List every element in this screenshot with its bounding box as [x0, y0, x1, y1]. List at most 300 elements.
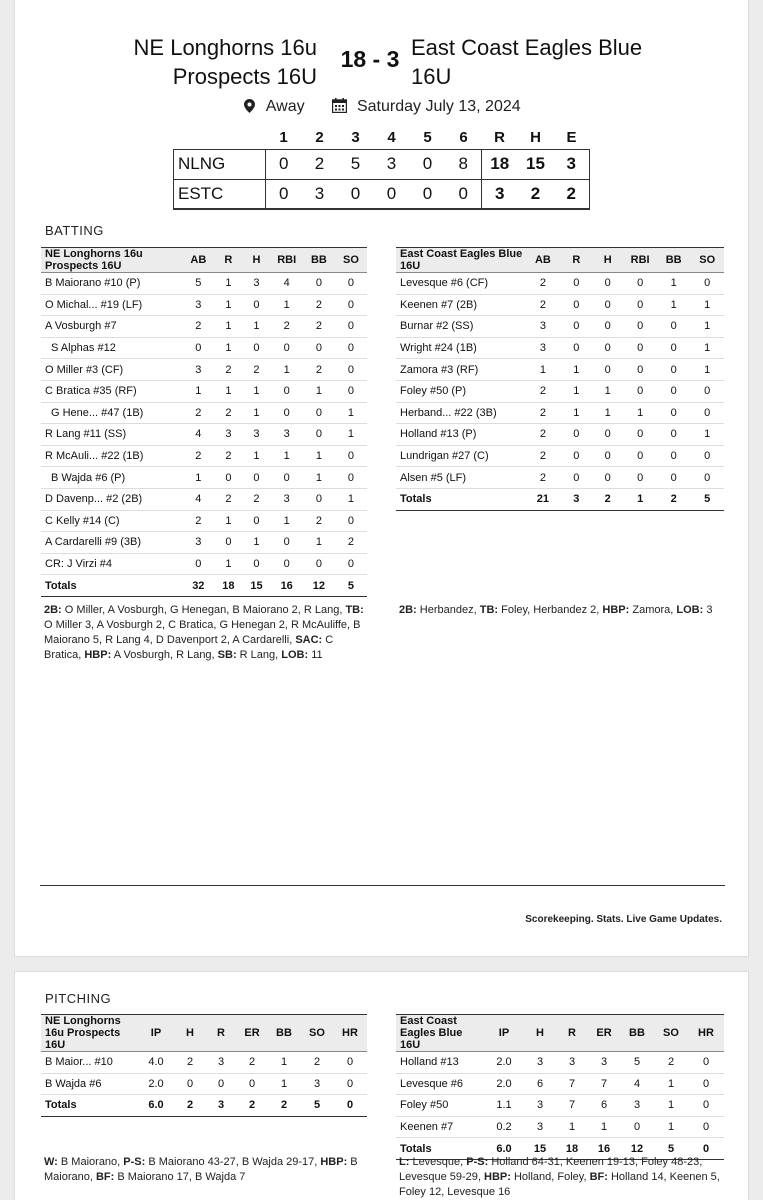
stat-cell: 1: [214, 337, 242, 359]
stats-header-row: [41, 248, 367, 273]
totals-cell: 2: [267, 1095, 301, 1117]
stat-cell: 4: [182, 424, 214, 446]
stat-cell: 0: [623, 359, 657, 381]
stat-header: ER: [237, 1015, 267, 1052]
stat-cell: 1: [561, 359, 592, 381]
stat-cell: 3: [182, 359, 214, 381]
player-name: Burnar #2 (SS): [396, 316, 525, 338]
player-row: [41, 273, 367, 295]
note-value: Foley, Herbandez 2,: [498, 604, 603, 616]
note-value: R Lang,: [236, 649, 282, 661]
linescore-inning-cell: 0: [458, 183, 468, 203]
linescore-inning-cell: 5: [350, 154, 361, 173]
totals-cell: 16: [588, 1138, 620, 1160]
note-key: HBP:: [84, 649, 112, 661]
team-name-header: East Coast Eagles Blue 16U: [396, 248, 525, 273]
stat-cell: 1: [654, 1073, 688, 1095]
totals-cell: 2: [592, 488, 623, 510]
stat-cell: 3: [271, 424, 303, 446]
note-key: SB:: [217, 649, 237, 661]
stat-cell: 0: [335, 380, 367, 402]
totals-cell: 2: [175, 1095, 205, 1117]
note-value: Holland, Foley,: [510, 1171, 590, 1183]
stat-cell: 0: [182, 337, 214, 359]
stat-cell: 0: [335, 467, 367, 489]
linescore-header-6: 6: [459, 129, 468, 147]
note-value: B Maiorano 43-27, B Wajda 29-17,: [145, 1156, 321, 1168]
note-value: Herbandez,: [416, 604, 480, 616]
stat-header: SO: [301, 1015, 333, 1052]
away-batting-notes: [399, 603, 721, 618]
linescore-inning-cell: 0: [422, 183, 433, 203]
player-row: [396, 1095, 724, 1117]
pitching-section-title: PITCHING: [45, 991, 112, 1006]
stat-cell: 2: [242, 488, 270, 510]
stat-cell: 3: [301, 1073, 333, 1095]
totals-cell: 12: [303, 575, 335, 597]
linescore-header-h: H: [530, 129, 541, 147]
stat-cell: 2: [182, 402, 214, 424]
totals-cell: 5: [301, 1095, 333, 1117]
stat-cell: 0: [657, 316, 691, 338]
stat-cell: 0: [335, 294, 367, 316]
note-key: P-S:: [123, 1156, 146, 1168]
stat-cell: 2: [654, 1052, 688, 1074]
stat-cell: 0: [657, 424, 691, 446]
stat-header: AB: [525, 248, 560, 273]
player-row: [396, 380, 724, 402]
player-row: [396, 402, 724, 424]
stat-cell: 2: [242, 359, 270, 381]
stat-header: BB: [303, 248, 335, 273]
stat-cell: 0: [561, 316, 592, 338]
stat-cell: 0.2: [484, 1116, 524, 1138]
home-batting-notes: [44, 603, 366, 663]
linescore-row: [174, 149, 590, 179]
player-row: [396, 467, 724, 489]
player-name: Holland #13 (P): [396, 424, 525, 446]
note-key: BF:: [589, 1171, 608, 1183]
stat-cell: 2: [525, 402, 560, 424]
stat-cell: 1: [335, 402, 367, 424]
stat-cell: 1: [267, 1052, 301, 1074]
linescore-e-cell: 2: [554, 179, 590, 209]
stat-cell: 2: [303, 316, 335, 338]
stat-cell: 1: [271, 294, 303, 316]
totals-label: Totals: [396, 488, 525, 510]
stat-cell: 0: [623, 273, 657, 295]
stat-header: R: [214, 248, 242, 273]
totals-cell: 6.0: [484, 1138, 524, 1160]
player-row: [396, 316, 724, 338]
stat-cell: 5: [182, 273, 214, 295]
stat-cell: 3: [182, 294, 214, 316]
stat-cell: 0: [561, 294, 592, 316]
stat-header: BB: [620, 1015, 654, 1052]
stat-cell: 0: [657, 445, 691, 467]
stat-cell: 0: [561, 445, 592, 467]
note-key: P-S:: [466, 1156, 489, 1168]
stat-cell: 0: [623, 445, 657, 467]
stat-cell: 1: [303, 532, 335, 554]
stat-cell: 0: [242, 510, 270, 532]
totals-cell: 15: [242, 575, 270, 597]
note-value: C Bratica,: [44, 634, 334, 661]
stat-cell: 1: [690, 294, 724, 316]
player-name: A Vosburgh #7: [41, 316, 182, 338]
stat-cell: 3: [588, 1052, 620, 1074]
player-row: [396, 424, 724, 446]
note-value: O Miller, A Vosburgh, G Henegan, B Maiorano 2, R Lang,: [61, 604, 346, 616]
stat-cell: 0: [303, 402, 335, 424]
stat-cell: 0: [688, 1095, 724, 1117]
stat-cell: 0: [242, 337, 270, 359]
stat-header: RBI: [623, 248, 657, 273]
linescore-inning-cell: 3: [314, 183, 325, 203]
stat-cell: 2: [525, 294, 560, 316]
note-value: B Maiorano,: [44, 1156, 358, 1183]
stat-cell: 0: [657, 380, 691, 402]
stat-cell: 1: [182, 380, 214, 402]
note-value: 11: [308, 649, 323, 661]
stat-cell: 0: [335, 273, 367, 295]
footer-divider: [40, 885, 725, 886]
player-name: Foley #50: [396, 1095, 484, 1117]
stat-cell: 0: [561, 273, 592, 295]
stat-cell: 2: [525, 380, 560, 402]
totals-cell: 6.0: [137, 1095, 175, 1117]
linescore-inning-cell: 2: [314, 154, 325, 173]
stat-cell: 1: [214, 553, 242, 575]
home-team-name-line1: NE Longhorns 16u: [133, 35, 317, 60]
stat-cell: 4: [271, 273, 303, 295]
linescore-r-cell: 3: [482, 179, 518, 209]
stat-cell: 2: [303, 510, 335, 532]
stat-header: H: [242, 248, 270, 273]
team-name-header: NE Longhorns 16u Prospects 16U: [41, 1015, 137, 1052]
away-team-name-line1: East Coast Eagles Blue: [411, 35, 643, 60]
stat-cell: 2: [525, 445, 560, 467]
player-row: [396, 337, 724, 359]
note-key: BF:: [95, 1171, 115, 1183]
linescore-team: ESTC: [174, 179, 266, 209]
linescore-table: [173, 127, 590, 210]
stat-cell: 0: [303, 488, 335, 510]
stat-cell: 0: [592, 445, 623, 467]
stat-cell: 0: [214, 532, 242, 554]
stat-cell: 0: [592, 294, 623, 316]
stat-cell: 1: [335, 488, 367, 510]
note-key: HBP:: [602, 604, 630, 616]
stat-cell: 0: [335, 553, 367, 575]
player-name: Levesque #6: [396, 1073, 484, 1095]
stat-cell: 1: [657, 294, 691, 316]
linescore-header-e: E: [566, 129, 577, 147]
totals-cell: 5: [690, 488, 724, 510]
home-pitching-table: [41, 1014, 367, 1117]
player-name: O Miller #3 (CF): [41, 359, 182, 381]
player-name: Holland #13: [396, 1052, 484, 1074]
totals-cell: 2: [237, 1095, 267, 1117]
stat-cell: 0: [303, 273, 335, 295]
linescore-header-2: 2: [315, 129, 324, 147]
linescore-h-cell: 2: [530, 183, 541, 203]
stat-header: RBI: [271, 248, 303, 273]
stat-cell: 0: [688, 1116, 724, 1138]
stat-cell: 1: [214, 316, 242, 338]
stat-cell: 1: [242, 316, 270, 338]
player-name: B Wajda #6: [41, 1073, 137, 1095]
linescore-team: NLNG: [174, 149, 266, 179]
stat-header: H: [524, 1015, 556, 1052]
player-row: [41, 488, 367, 510]
player-row: [41, 402, 367, 424]
stat-cell: 0: [335, 337, 367, 359]
stat-header: BB: [657, 248, 691, 273]
away-batting-table: [396, 247, 724, 511]
linescore-header-blank: [174, 127, 266, 149]
stat-cell: 0: [242, 467, 270, 489]
note-value: A Vosburgh, R Lang,: [111, 649, 218, 661]
stat-cell: 3: [524, 1052, 556, 1074]
stat-cell: 0: [303, 337, 335, 359]
player-row: [396, 359, 724, 381]
stat-cell: 0: [335, 445, 367, 467]
totals-row: [41, 1095, 367, 1117]
stat-cell: 3: [242, 424, 270, 446]
stat-cell: 0: [592, 273, 623, 295]
stat-header: R: [556, 1015, 588, 1052]
linescore-inning-cell: 0: [422, 154, 433, 173]
stat-cell: 1: [271, 359, 303, 381]
stat-header: IP: [484, 1015, 524, 1052]
totals-cell: 1: [623, 488, 657, 510]
stat-header: R: [561, 248, 592, 273]
player-name: O Michal... #19 (LF): [41, 294, 182, 316]
totals-row: [396, 488, 724, 510]
stat-cell: 3: [271, 488, 303, 510]
stat-cell: 0: [623, 337, 657, 359]
totals-cell: 0: [688, 1138, 724, 1160]
stat-cell: 0: [657, 359, 691, 381]
note-value: Holland 14, Keenen 5, Foley 12, Levesque 16: [399, 1171, 720, 1198]
stat-header: SO: [690, 248, 724, 273]
stat-cell: 3: [182, 532, 214, 554]
player-name: Wright #24 (1B): [396, 337, 525, 359]
linescore-header-5: 5: [423, 129, 432, 147]
player-row: [41, 1073, 367, 1095]
stat-cell: 0: [271, 532, 303, 554]
stat-cell: 5: [620, 1052, 654, 1074]
totals-label: Totals: [41, 1095, 137, 1117]
home-team-name: [55, 33, 317, 91]
stat-cell: 4: [620, 1073, 654, 1095]
player-name: R Lang #11 (SS): [41, 424, 182, 446]
player-row: [396, 1116, 724, 1138]
player-name: C Kelly #14 (C): [41, 510, 182, 532]
player-row: [41, 316, 367, 338]
player-name: C Bratica #35 (RF): [41, 380, 182, 402]
player-row: [41, 337, 367, 359]
note-key: HBP:: [320, 1156, 348, 1168]
stat-cell: 1: [214, 294, 242, 316]
stat-cell: 0: [623, 424, 657, 446]
stat-cell: 1: [242, 402, 270, 424]
player-name: Alsen #5 (LF): [396, 467, 525, 489]
stat-cell: 2: [214, 445, 242, 467]
calendar-icon: [332, 98, 347, 116]
note-key: 2B:: [44, 604, 62, 616]
stat-header: IP: [137, 1015, 175, 1052]
stat-cell: 4: [182, 488, 214, 510]
stat-cell: 0: [623, 380, 657, 402]
linescore-h-cell: 15: [526, 154, 545, 173]
linescore-inning-cell: 3: [386, 154, 397, 173]
stat-cell: 0: [592, 424, 623, 446]
totals-cell: 5: [654, 1138, 688, 1160]
totals-label: Totals: [396, 1138, 484, 1160]
player-row: [41, 467, 367, 489]
stat-cell: 0: [561, 467, 592, 489]
totals-cell: 18: [214, 575, 242, 597]
team-name-header: East Coast Eagles Blue 16U: [396, 1015, 484, 1052]
stat-cell: 1: [214, 380, 242, 402]
stat-cell: 2.0: [484, 1073, 524, 1095]
stat-cell: 0: [303, 424, 335, 446]
stat-cell: 1: [242, 380, 270, 402]
stat-cell: 0: [620, 1116, 654, 1138]
totals-cell: 12: [620, 1138, 654, 1160]
linescore-inning-cell: 0: [386, 183, 397, 203]
stat-cell: 2: [525, 467, 560, 489]
stat-cell: 4.0: [137, 1052, 175, 1074]
totals-cell: 32: [182, 575, 214, 597]
stat-cell: 1: [525, 359, 560, 381]
stat-cell: 1: [303, 445, 335, 467]
note-value: Holland 64-31, Keenen 19-13, Foley 48-23, Levesque 59-29,: [399, 1156, 703, 1183]
game-date: Saturday July 13, 2024: [356, 98, 521, 115]
stat-cell: 3: [214, 424, 242, 446]
stat-cell: 1: [242, 445, 270, 467]
stat-cell: 1: [242, 532, 270, 554]
stat-cell: 0: [271, 553, 303, 575]
stat-cell: 3: [205, 1052, 237, 1074]
player-name: B Wajda #6 (P): [41, 467, 182, 489]
stat-cell: 0: [182, 553, 214, 575]
stat-cell: 0: [592, 337, 623, 359]
linescore-header-3: 3: [351, 129, 360, 147]
stat-cell: 3: [620, 1095, 654, 1117]
stat-cell: 2: [182, 510, 214, 532]
totals-cell: 21: [525, 488, 560, 510]
home-batting-table: [41, 247, 367, 597]
stat-cell: 0: [214, 467, 242, 489]
totals-label: Totals: [41, 575, 182, 597]
stat-cell: 1: [214, 273, 242, 295]
stat-header: SO: [335, 248, 367, 273]
stat-header: HR: [688, 1015, 724, 1052]
stat-cell: 0: [205, 1073, 237, 1095]
stat-cell: 2: [335, 532, 367, 554]
stat-cell: 0: [623, 294, 657, 316]
stat-cell: 1.1: [484, 1095, 524, 1117]
player-row: [41, 380, 367, 402]
note-value: Zamora,: [629, 604, 677, 616]
totals-cell: 2: [657, 488, 691, 510]
map-pin-icon: [244, 99, 255, 116]
stat-cell: 0: [623, 316, 657, 338]
stat-cell: 2: [303, 359, 335, 381]
stats-header-row: [396, 1015, 724, 1052]
stat-cell: 1: [690, 424, 724, 446]
stat-cell: 7: [588, 1073, 620, 1095]
stat-cell: 0: [623, 467, 657, 489]
linescore-inning-cell: 8: [458, 154, 468, 173]
totals-cell: 16: [271, 575, 303, 597]
scorecard-page-2: [14, 971, 749, 1200]
linescore-row: [174, 179, 590, 209]
stat-cell: 2: [525, 424, 560, 446]
stat-cell: 1: [690, 316, 724, 338]
player-row: [41, 359, 367, 381]
stat-cell: 3: [242, 273, 270, 295]
stat-cell: 1: [690, 337, 724, 359]
player-name: CR: J Virzi #4: [41, 553, 182, 575]
stat-cell: 2: [303, 294, 335, 316]
player-row: [396, 1052, 724, 1074]
stat-cell: 2: [175, 1052, 205, 1074]
note-key: HBP:: [484, 1171, 511, 1183]
footer-tagline: Scorekeeping. Stats. Live Game Updates.: [525, 914, 722, 925]
stat-cell: 1: [592, 402, 623, 424]
totals-cell: 15: [524, 1138, 556, 1160]
player-name: Lundrigan #27 (C): [396, 445, 525, 467]
stat-cell: 3: [524, 1095, 556, 1117]
totals-row: [41, 575, 367, 597]
home-pitching-notes: [44, 1155, 366, 1185]
note-value: Levesque,: [409, 1156, 467, 1168]
player-row: [41, 532, 367, 554]
note-key: TB:: [345, 604, 364, 616]
stat-cell: 1: [182, 467, 214, 489]
stat-cell: 2: [214, 359, 242, 381]
stat-cell: 0: [592, 316, 623, 338]
player-name: Zamora #3 (RF): [396, 359, 525, 381]
stat-header: H: [592, 248, 623, 273]
stat-cell: 0: [690, 273, 724, 295]
stat-cell: 2: [182, 445, 214, 467]
stat-cell: 1: [335, 424, 367, 446]
stat-cell: 0: [333, 1052, 367, 1074]
player-row: [41, 1052, 367, 1074]
stat-header: ER: [588, 1015, 620, 1052]
player-name: G Hene... #47 (1B): [41, 402, 182, 424]
stat-cell: 3: [525, 316, 560, 338]
player-row: [396, 445, 724, 467]
stat-cell: 0: [688, 1073, 724, 1095]
team-name-header: NE Longhorns 16u Prospects 16U: [41, 248, 182, 273]
stat-cell: 2: [301, 1052, 333, 1074]
stat-cell: 1: [654, 1116, 688, 1138]
linescore-header-4: 4: [387, 129, 396, 147]
stat-cell: 0: [175, 1073, 205, 1095]
stat-header: HR: [333, 1015, 367, 1052]
game-meta: [15, 98, 750, 116]
player-row: [41, 445, 367, 467]
stats-header-row: [41, 1015, 367, 1052]
totals-cell: 0: [333, 1095, 367, 1117]
note-key: TB:: [479, 604, 499, 616]
